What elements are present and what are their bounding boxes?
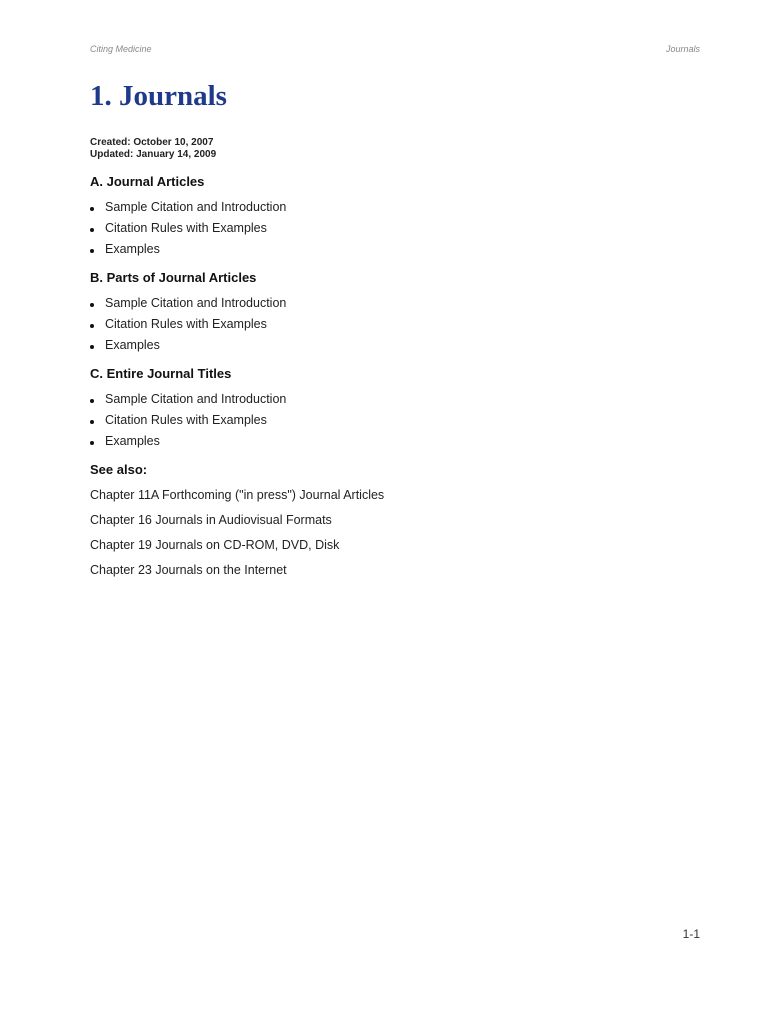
toc-link-label: Sample Citation and Introduction bbox=[105, 200, 287, 214]
toc-link-parts-examples[interactable] bbox=[90, 337, 160, 353]
see-also-link-chapter-19[interactable]: Chapter 19 Journals on CD-ROM, DVD, Disk bbox=[90, 538, 340, 552]
toc-link-entire-titles-citation-rules[interactable] bbox=[90, 412, 267, 428]
created-date: Created: October 10, 2007 bbox=[90, 137, 214, 148]
toc-link-label: Citation Rules with Examples bbox=[105, 413, 267, 427]
see-also-link-chapter-16[interactable]: Chapter 16 Journals in Audiovisual Formats bbox=[90, 513, 332, 527]
running-header-chapter-name: Journals bbox=[665, 44, 700, 54]
toc-link-journal-articles-examples[interactable] bbox=[90, 241, 160, 257]
bullet-icon bbox=[90, 324, 94, 328]
see-also-link-chapter-11a[interactable]: Chapter 11A Forthcoming ("in press") Journal Articles bbox=[90, 488, 385, 502]
running-header-book-title: Citing Medicine bbox=[90, 44, 152, 54]
bullet-icon bbox=[90, 303, 94, 307]
bullet-icon bbox=[90, 420, 94, 424]
toc-link-journal-articles-sample-citation[interactable] bbox=[90, 199, 286, 215]
see-also-heading: See also: bbox=[90, 462, 148, 477]
toc-link-label: Examples bbox=[105, 242, 160, 256]
toc-link-journal-articles-citation-rules[interactable] bbox=[90, 220, 267, 236]
toc-link-parts-sample-citation[interactable] bbox=[90, 295, 286, 311]
toc-link-entire-titles-examples[interactable] bbox=[90, 433, 160, 449]
see-also-link-chapter-23[interactable]: Chapter 23 Journals on the Internet bbox=[90, 563, 287, 577]
page-number: 1-1 bbox=[682, 927, 700, 941]
toc-link-label: Sample Citation and Introduction bbox=[105, 296, 287, 310]
section-heading-parts-of-journal-articles: B. Parts of Journal Articles bbox=[90, 270, 257, 285]
bullet-icon bbox=[90, 228, 94, 232]
updated-date: Updated: January 14, 2009 bbox=[90, 149, 217, 160]
toc-link-entire-titles-sample-citation[interactable] bbox=[90, 391, 286, 407]
bullet-icon bbox=[90, 249, 94, 253]
chapter-dates bbox=[90, 137, 216, 161]
chapter-title: 1. Journals bbox=[90, 80, 227, 112]
running-header bbox=[90, 44, 700, 58]
toc-link-label: Citation Rules with Examples bbox=[105, 317, 267, 331]
bullet-icon bbox=[90, 441, 94, 445]
bullet-icon bbox=[90, 345, 94, 349]
toc-link-label: Examples bbox=[105, 434, 160, 448]
bullet-icon bbox=[90, 207, 94, 211]
section-heading-entire-journal-titles: C. Entire Journal Titles bbox=[90, 366, 232, 381]
toc-link-label: Citation Rules with Examples bbox=[105, 221, 267, 235]
toc-link-parts-citation-rules[interactable] bbox=[90, 316, 267, 332]
section-heading-journal-articles: A. Journal Articles bbox=[90, 174, 205, 189]
toc-link-label: Examples bbox=[105, 338, 160, 352]
bullet-icon bbox=[90, 399, 94, 403]
toc-link-label: Sample Citation and Introduction bbox=[105, 392, 287, 406]
